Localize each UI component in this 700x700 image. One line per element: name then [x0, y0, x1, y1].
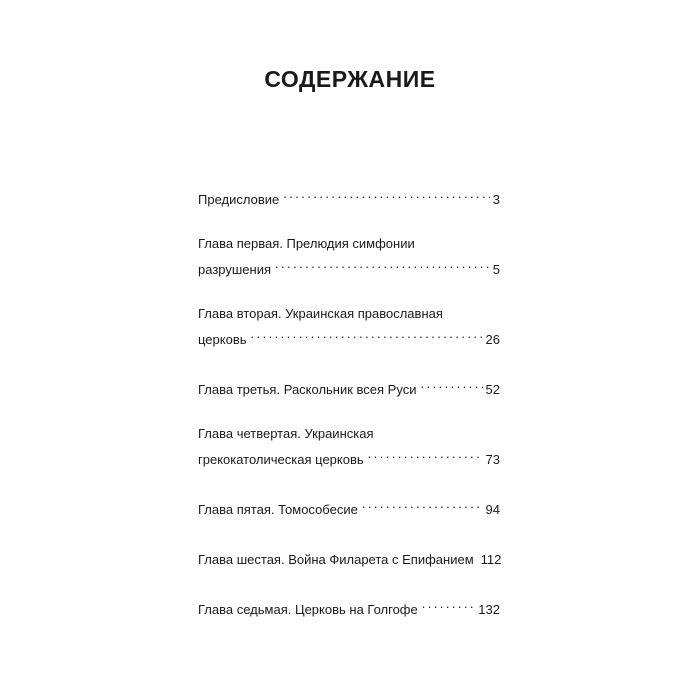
toc-entry-title: Глава шестая. Война Филарета с Епифанием: [198, 552, 474, 567]
toc-page-number: 52: [485, 382, 500, 397]
dot-leader: [275, 254, 490, 274]
table-of-contents: [198, 184, 500, 644]
toc-entry-title-line: Глава вторая. Украинская православная: [198, 306, 443, 321]
toc-entry-title: Глава седьмая. Церковь на Голгофе: [198, 602, 418, 617]
toc-page-number: 112: [480, 552, 502, 567]
toc-page-number: 3: [492, 192, 500, 207]
toc-entry-chapter-3: [198, 374, 500, 400]
toc-page-number: 5: [492, 262, 500, 277]
toc-entry-title: церковь: [198, 332, 247, 347]
toc-entry-title-line: Глава первая. Прелюдия симфонии: [198, 236, 415, 251]
dot-leader: [362, 494, 483, 514]
toc-entry-title-line: Глава четвертая. Украинская: [198, 426, 374, 441]
toc-entry-chapter-5: [198, 494, 500, 520]
toc-page-number: 26: [485, 332, 500, 347]
toc-page-number: 94: [485, 502, 500, 517]
dot-leader: [422, 594, 476, 614]
dot-leader: [368, 444, 483, 464]
page-title: СОДЕРЖАНИЕ: [264, 66, 436, 92]
dot-leader: [420, 374, 482, 394]
dot-leader: [283, 184, 490, 204]
toc-entry-chapter-6: [198, 544, 500, 570]
toc-entry-title: грекокатолическая церковь: [198, 452, 364, 467]
dot-leader: [251, 324, 483, 344]
toc-entry-title: Предисловие: [198, 192, 280, 207]
toc-entry-chapter-1: [198, 234, 500, 280]
toc-entry-chapter-2: [198, 304, 500, 350]
toc-entry-chapter-7: [198, 594, 500, 620]
toc-entry-title: Глава пятая. Томособесие: [198, 502, 358, 517]
toc-page-number: 73: [485, 452, 500, 467]
toc-entry-preface: [198, 184, 500, 210]
toc-entry-title: Глава третья. Раскольник всея Руси: [198, 382, 417, 397]
toc-page-number: 132: [478, 602, 500, 617]
toc-entry-title: разрушения: [198, 262, 271, 277]
toc-entry-chapter-4: [198, 424, 500, 470]
